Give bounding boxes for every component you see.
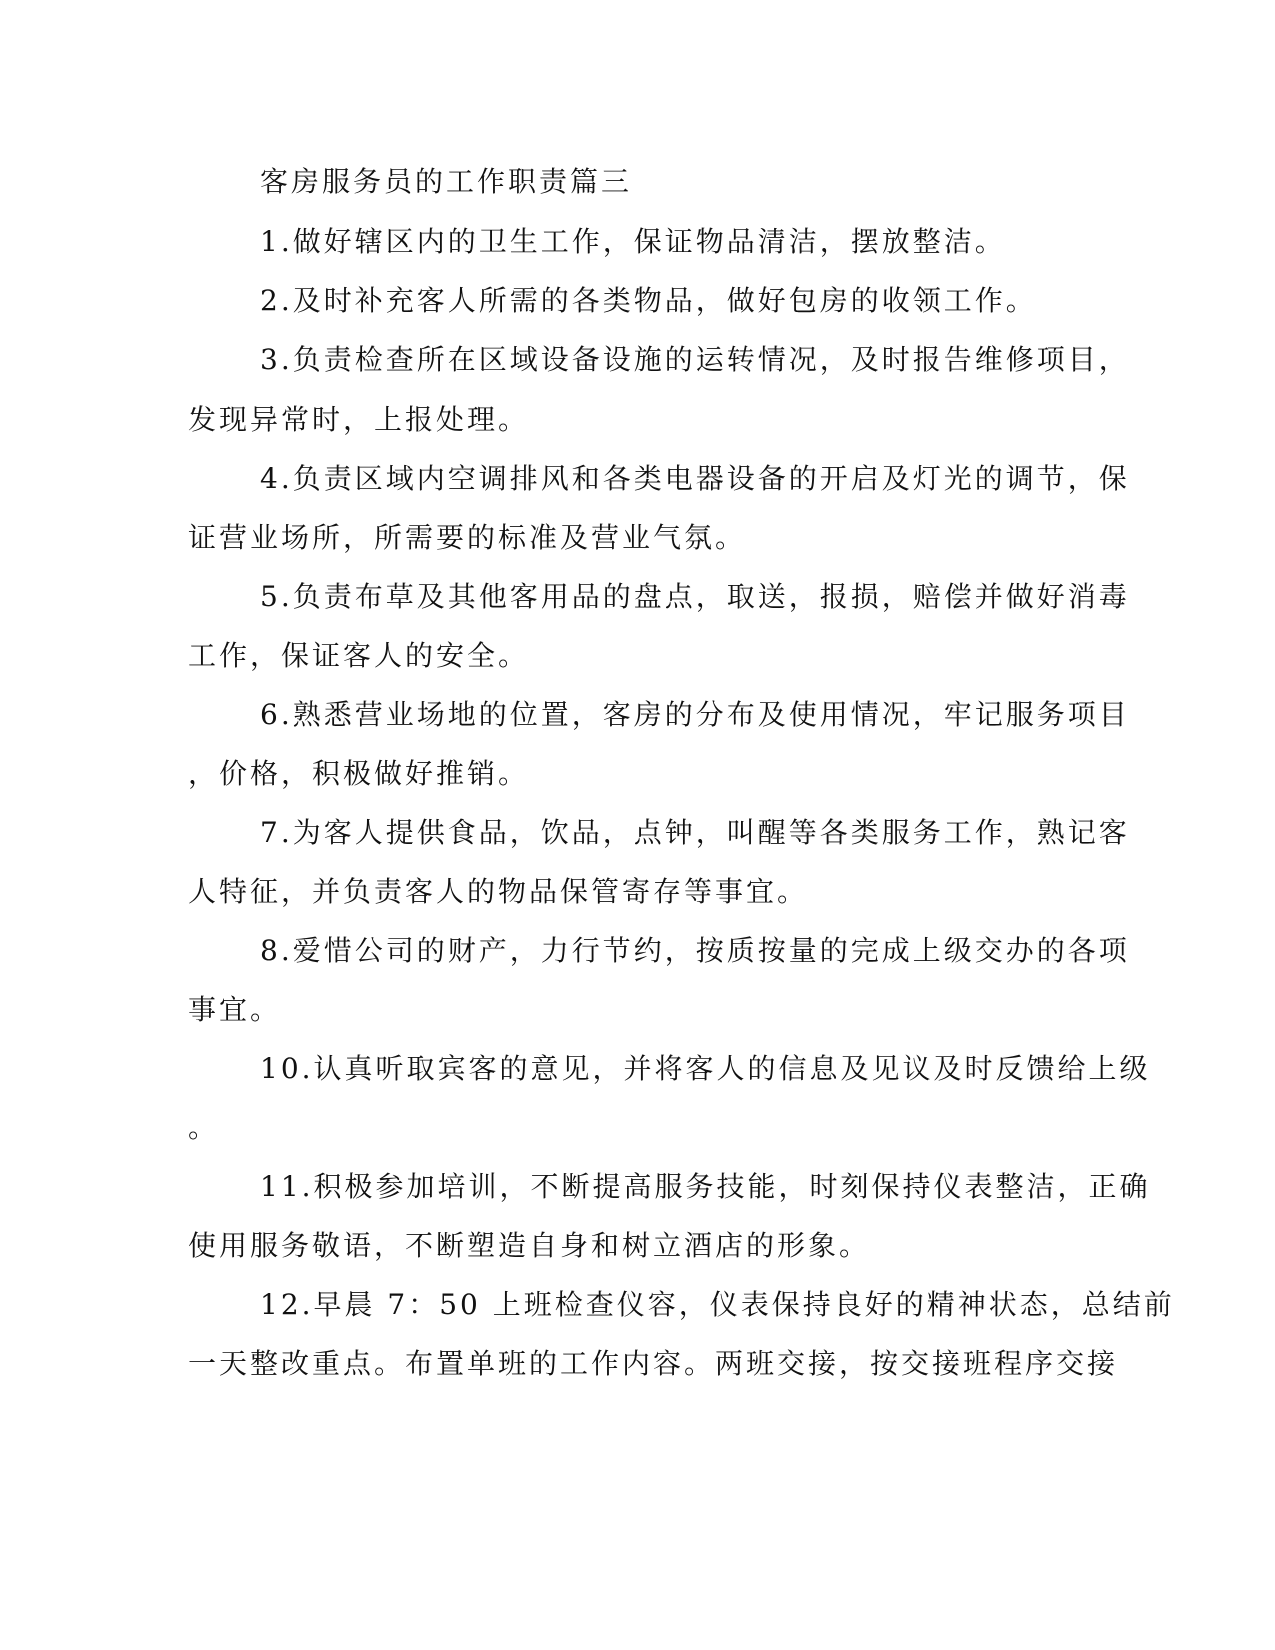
paragraph-line: ，价格，积极做好推销。	[188, 757, 530, 790]
paragraph-line: 6.熟悉营业场地的位置，客房的分布及使用情况，牢记服务项目	[260, 698, 1130, 731]
paragraph-line: 工作，保证客人的安全。	[188, 639, 530, 672]
paragraph-line: 证营业场所，所需要的标准及营业气氛。	[188, 521, 747, 554]
paragraph-line: 4.负责区域内空调排风和各类电器设备的开启及灯光的调节，保	[260, 462, 1130, 495]
paragraph-line: 8.爱惜公司的财产，力行节约，按质按量的完成上级交办的各项	[260, 934, 1130, 967]
paragraph-line: 7.为客人提供食品，饮品，点钟，叫醒等各类服务工作，熟记客	[260, 816, 1130, 849]
paragraph-line: 3.负责检查所在区域设备设施的运转情况，及时报告维修项目，	[260, 343, 1130, 376]
paragraph-line: 一天整改重点。布置单班的工作内容。两班交接，按交接班程序交接	[188, 1347, 1119, 1380]
paragraph-line: 1.做好辖区内的卫生工作，保证物品清洁，摆放整洁。	[260, 225, 1006, 258]
paragraph-line: 使用服务敬语，不断塑造自身和树立酒店的形象。	[188, 1229, 871, 1262]
paragraph-line: 5.负责布草及其他客用品的盘点，取送，报损，赔偿并做好消毒	[260, 580, 1130, 613]
paragraph-line: 10.认真听取宾客的意见，并将客人的信息及见议及时反馈给上级	[260, 1052, 1151, 1085]
paragraph-line: 。	[188, 1111, 220, 1144]
paragraph-line: 2.及时补充客人所需的各类物品，做好包房的收领工作。	[260, 284, 1037, 317]
paragraph-line: 人特征，并负责客人的物品保管寄存等事宜。	[188, 875, 809, 908]
paragraph-line: 发现异常时，上报处理。	[188, 403, 530, 436]
paragraph-line: 事宜。	[188, 993, 282, 1026]
document-title: 客房服务员的工作职责篇三	[260, 165, 633, 198]
paragraph-line: 11.积极参加培训，不断提高服务技能，时刻保持仪表整洁，正确	[260, 1170, 1151, 1203]
paragraph-line: 12.早晨 7：50 上班检查仪容，仪表保持良好的精神状态，总结前	[260, 1288, 1175, 1321]
